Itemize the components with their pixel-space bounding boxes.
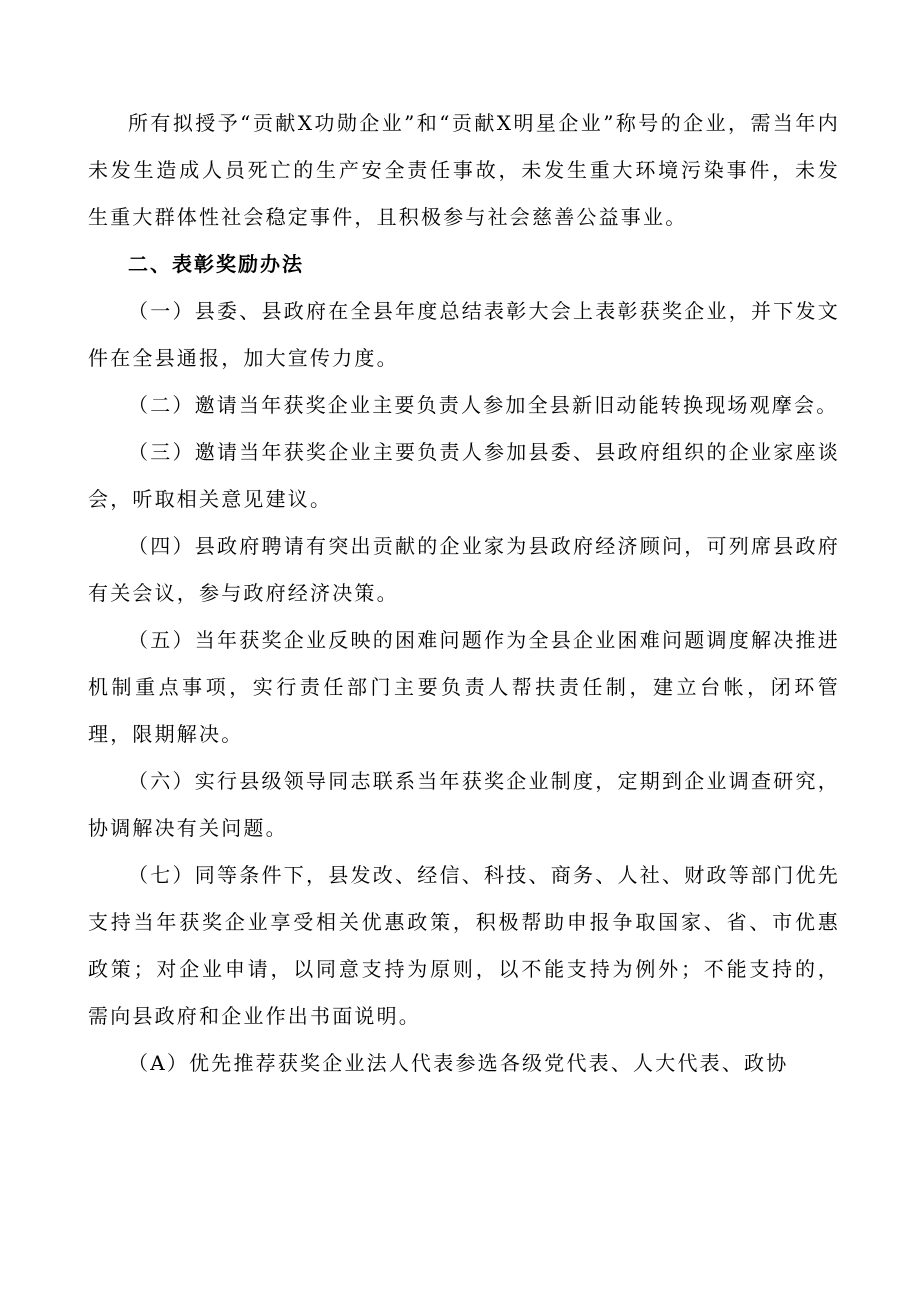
paragraph-item-6: （六）实行县级领导同志联系当年获奖企业制度，定期到企业调查研究，协调解决有关问题。 [88,769,840,840]
paragraph-item-4: （四）县政府聘请有突出贡献的企业家为县政府经济顾问，可列席县政府有关会议，参与政府经济决策。 [88,534,840,605]
paragraph-item-3: （三）邀请当年获奖企业主要负责人参加县委、县政府组织的企业家座谈会，听取相关意见建议。 [88,440,840,511]
paragraph-item-5: （五）当年获奖企业反映的困难问题作为全县企业困难问题调度解决推进机制重点事项，实行责任部门主要负责人帮扶责任制，建立台帐，闭环管理，限期解决。 [88,628,840,746]
paragraph-item-8: （A）优先推荐获奖企业法人代表参选各级党代表、人大代表、政协 [128,1051,789,1075]
paragraph-eligibility: 所有拟授予“贡献X功勋企业”和“贡献X明星企业”称号的企业，需当年内未发生造成人员死亡的生产安全责任事故，未发生重大环境污染事件，未发生重大群体性社会稳定事件，且积极参与社会慈善公益事业。 [88,111,840,229]
paragraph-item-7: （七）同等条件下，县发改、经信、科技、商务、人社、财政等部门优先支持当年获奖企业享受相关优惠政策，积极帮助申报争取国家、省、市优惠政策；对企业申请，以同意支持为原则，以不能支持为例外；不能支持的，需向县政府和企业作出书面说明。 [88,863,840,1028]
document-body [88,100,840,1087]
section-heading-reward-methods: 二、表彰奖励办法 [128,252,304,276]
paragraph-item-1: （一）县委、县政府在全县年度总结表彰大会上表彰获奖企业，并下发文件在全县通报，加大宣传力度。 [88,299,840,370]
paragraph-item-2: （二）邀请当年获奖企业主要负责人参加全县新旧动能转换现场观摩会。 [128,393,839,417]
